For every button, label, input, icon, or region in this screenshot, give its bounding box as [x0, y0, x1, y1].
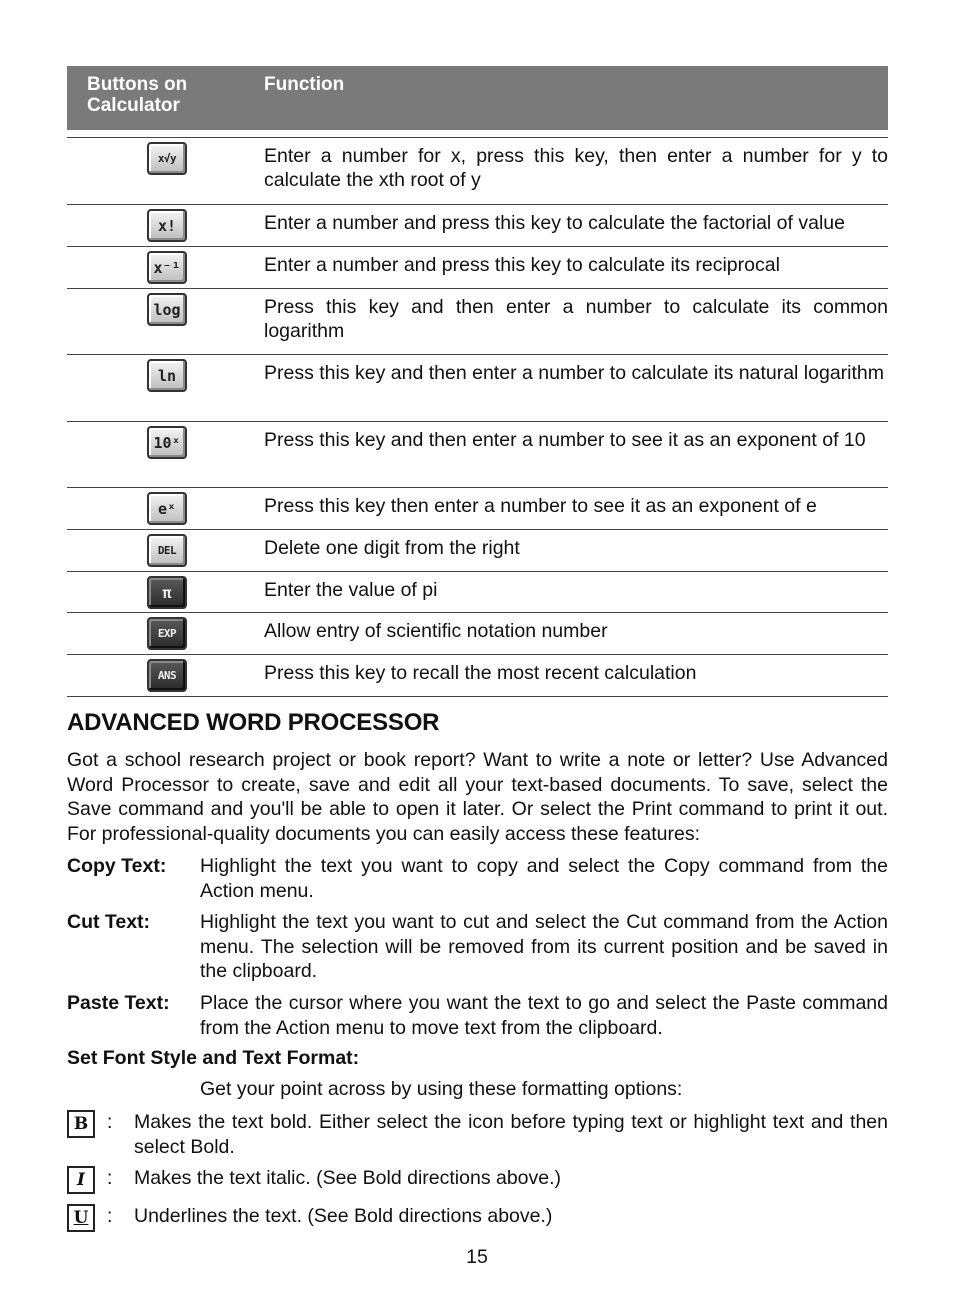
row-function: Press this key and then enter a number to see it as an exponent of 10 — [264, 429, 866, 451]
definition-desc: Highlight the text you want to copy and select the Copy command from the Action menu. — [200, 855, 888, 902]
row-function: Press this key and then enter a number to calculate its natural logarithm — [264, 362, 884, 384]
column-header-function: Function — [264, 74, 345, 95]
table-divider — [67, 130, 888, 138]
format-option-underline — [67, 1204, 888, 1229]
underline-icon: U — [67, 1204, 95, 1232]
page-number: 15 — [466, 1246, 488, 1268]
table-row — [67, 422, 888, 488]
table-row — [67, 572, 888, 613]
ln-key-icon: ln — [147, 359, 187, 392]
table-row — [67, 205, 888, 247]
definition-term: Copy Text: — [67, 855, 167, 877]
row-function: Press this key then enter a number to see it as an exponent of e — [264, 495, 817, 517]
format-desc: Underlines the text. (See Bold directions above.) — [134, 1205, 553, 1227]
definition-term: Paste Text: — [67, 992, 170, 1014]
section-title: ADVANCED WORD PROCESSOR — [67, 709, 440, 736]
reciprocal-key-icon: x⁻¹ — [147, 251, 187, 284]
ten-power-key-icon: 10ˣ — [147, 426, 187, 459]
row-function: Allow entry of scientific notation number — [264, 620, 608, 642]
font-style-intro: Get your point across by using these formatting options: — [200, 1078, 683, 1100]
table-row — [67, 138, 888, 205]
format-desc: Makes the text italic. (See Bold directions above.) — [134, 1167, 562, 1189]
table-row — [67, 488, 888, 530]
row-function: Delete one digit from the right — [264, 537, 520, 559]
exp-key-icon: EXP — [147, 617, 187, 650]
format-desc: Makes the text bold. Either select the icon before typing text or highlight text and then select Bold. — [134, 1111, 888, 1158]
definition-desc: Highlight the text you want to cut and select the Cut command from the Action menu. The selection will be removed from its current position and be saved in the clipboard. — [200, 911, 888, 982]
definition-paste-text — [67, 991, 888, 1040]
definition-copy-text — [67, 854, 888, 903]
factorial-key-icon: x! — [147, 209, 187, 242]
row-function: Enter a number for x, press this key, then enter a number for y to calculate the xth root of y — [264, 145, 888, 191]
table-row — [67, 289, 888, 355]
font-style-heading: Set Font Style and Text Format: — [67, 1047, 360, 1069]
row-function: Press this key and then enter a number to calculate its common logarithm — [264, 296, 888, 342]
delete-key-icon: DEL — [147, 534, 187, 567]
row-function: Enter a number and press this key to calculate the factorial of value — [264, 212, 845, 234]
bold-icon: B — [67, 1110, 95, 1138]
table-row — [67, 530, 888, 572]
format-colon: : — [107, 1167, 113, 1189]
format-colon: : — [107, 1205, 113, 1227]
table-row — [67, 247, 888, 289]
format-option-italic — [67, 1166, 888, 1191]
table-header — [67, 66, 888, 130]
italic-icon: I — [67, 1166, 95, 1194]
definition-desc: Place the cursor where you want the text to go and select the Paste command from the Action menu to move text from the clipboard. — [200, 992, 888, 1039]
format-option-bold — [67, 1110, 888, 1159]
format-colon: : — [107, 1111, 113, 1133]
e-power-key-icon: eˣ — [147, 492, 187, 525]
ans-key-icon: ANS — [147, 659, 187, 692]
log-key-icon: log — [147, 293, 187, 326]
table-row — [67, 655, 888, 697]
xth-root-key-icon: x√y — [147, 142, 187, 175]
table-row — [67, 613, 888, 655]
section-intro: Got a school research project or book report? Want to write a note or letter? Use Advanced Word Processor to create, save and edit all your text-based documents. To save, select the Save command and you'll be able to open it later. Or select the Print command to print it out. For professional-quality documents you can easily access these features: — [67, 749, 888, 845]
page-content — [67, 66, 888, 1228]
definition-term: Cut Text: — [67, 911, 151, 933]
row-function: Press this key to recall the most recent calculation — [264, 662, 697, 684]
column-header-buttons: Buttons on Calculator — [87, 74, 188, 116]
row-function: Enter the value of pi — [264, 579, 438, 601]
pi-key-icon: π — [147, 576, 187, 609]
definition-cut-text — [67, 910, 888, 984]
row-function: Enter a number and press this key to calculate its reciprocal — [264, 254, 780, 276]
table-row — [67, 355, 888, 422]
